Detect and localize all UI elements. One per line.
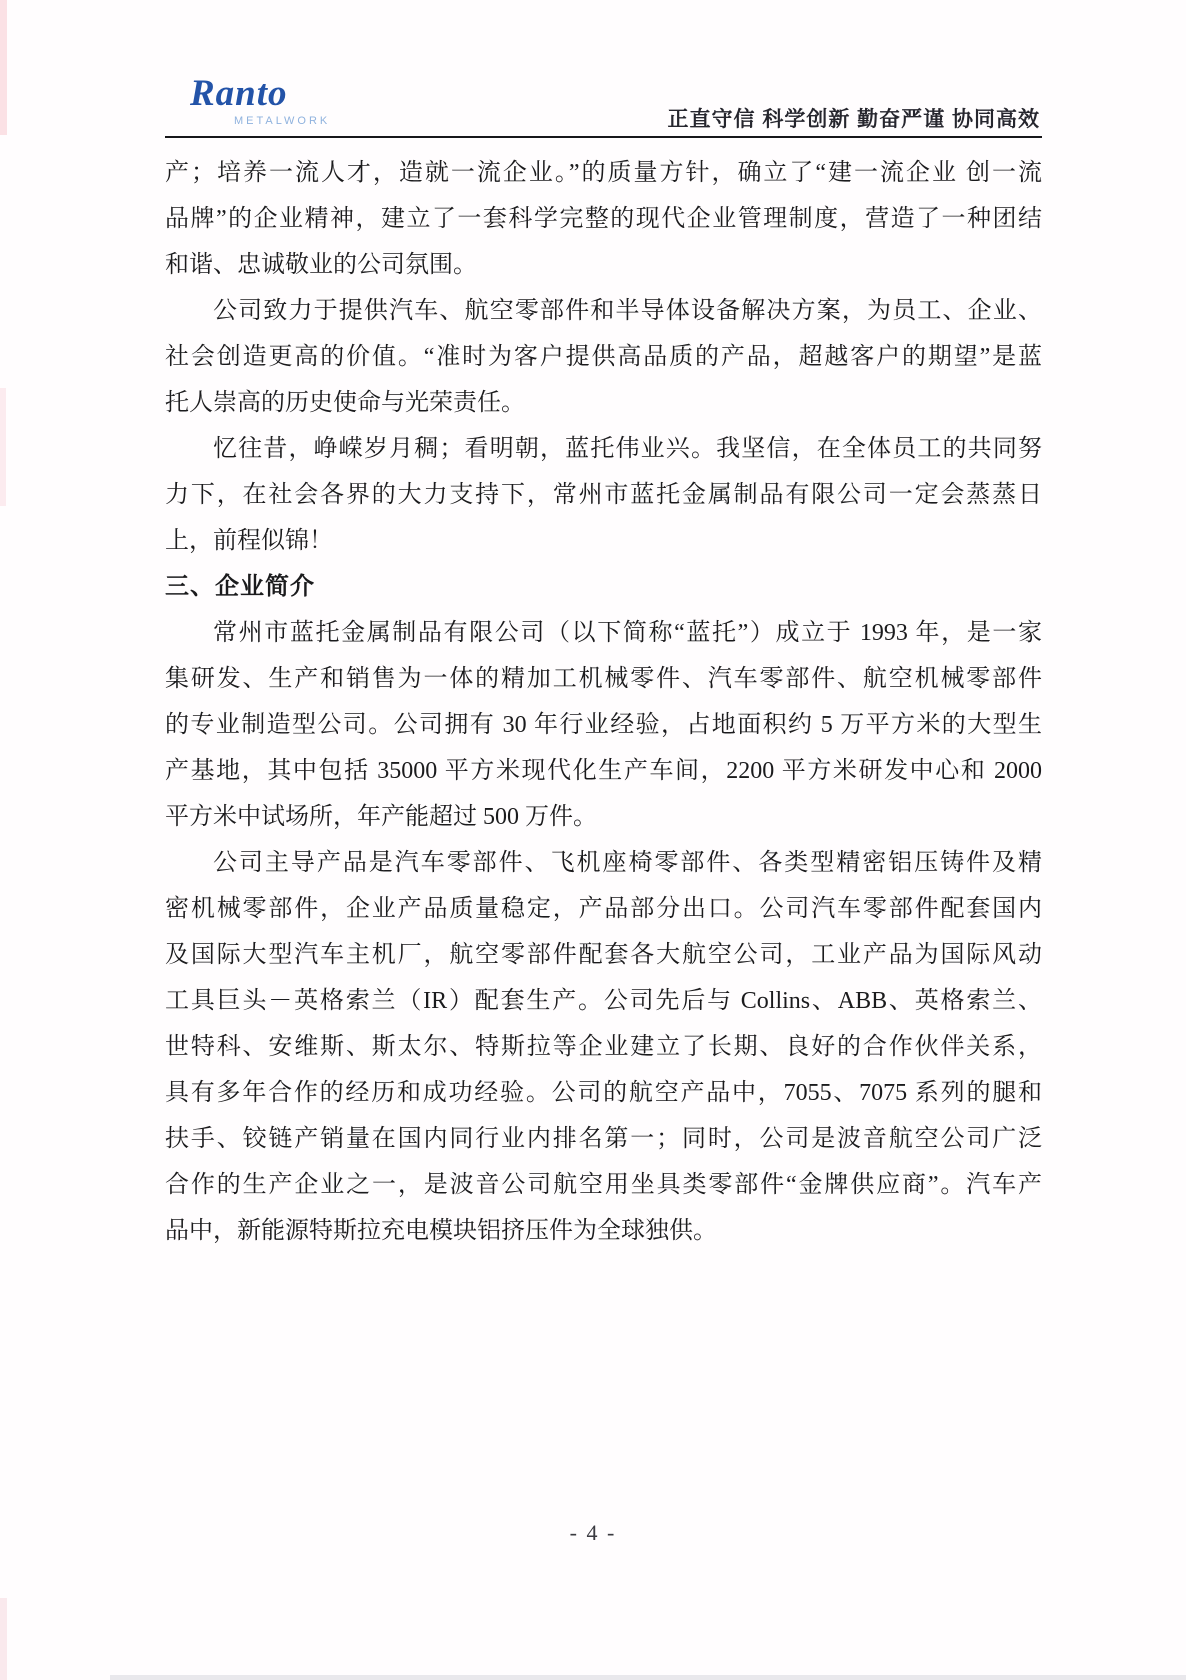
body-text-line: 密机械零部件，企业产品质量稳定，产品部分出口。公司汽车零部件配套国内 <box>165 896 1042 922</box>
logo-subtitle: METALWORK <box>234 115 331 127</box>
body-text-line: 社会创造更高的价值。“准时为客户提供高品质的产品，超越客户的期望”是蓝 <box>165 344 1042 370</box>
body-text-line: 集研发、生产和销售为一体的精加工机械零件、汽车零部件、航空机械零部件 <box>165 666 1042 692</box>
body-text-line: 扶手、铰链产销量在国内同行业内排名第一；同时，公司是波音航空公司广泛 <box>165 1126 1042 1152</box>
body-text-line: 的专业制造型公司。公司拥有 30 年行业经验，占地面积约 5 万平方米的大型生 <box>165 712 1042 738</box>
body-text-line: 托人崇高的历史使命与光荣责任。 <box>165 390 525 416</box>
scan-artifact <box>110 1675 1186 1680</box>
body-text-line: 公司主导产品是汽车零部件、飞机座椅零部件、各类型精密铝压铸件及精 <box>213 850 1042 876</box>
body-text-line: 平方米中试场所，年产能超过 500 万件。 <box>165 804 597 830</box>
body-text-line: 公司致力于提供汽车、航空零部件和半导体设备解决方案，为员工、企业、 <box>213 298 1042 324</box>
scan-artifact <box>0 1598 7 1680</box>
body-text-line: 工具巨头－英格索兰（IR）配套生产。公司先后与 Collins、ABB、英格索兰、 <box>165 988 1042 1014</box>
body-text-line: 产基地，其中包括 35000 平方米现代化生产车间，2200 平方米研发中心和 2000 <box>165 758 1042 784</box>
body-text-line: 品牌”的企业精神，建立了一套科学完整的现代企业管理制度，营造了一种团结 <box>165 206 1042 232</box>
body-text-line: 具有多年合作的经历和成功经验。公司的航空产品中，7055、7075 系列的腿和 <box>165 1080 1042 1106</box>
header-divider <box>165 136 1042 138</box>
scan-artifact <box>0 388 6 506</box>
header-slogan: 正直守信 科学创新 勤奋严谨 协同高效 <box>667 108 1040 131</box>
body-text-line: 上，前程似锦！ <box>165 528 333 554</box>
document-body <box>165 150 1042 1254</box>
body-text-line: 和谐、忠诚敬业的公司氛围。 <box>165 252 477 278</box>
body-text-line: 力下，在社会各界的大力支持下，常州市蓝托金属制品有限公司一定会蒸蒸日 <box>165 482 1042 508</box>
logo-wordmark: Ranto <box>190 73 288 114</box>
page-number: - 4 - <box>569 1520 617 1545</box>
body-text-line: 品中，新能源特斯拉充电模块铝挤压件为全球独供。 <box>165 1218 717 1244</box>
company-logo <box>190 74 330 127</box>
scan-artifact <box>0 0 7 135</box>
body-text-line: 世特科、安维斯、斯太尔、特斯拉等企业建立了长期、良好的合作伙伴关系， <box>165 1034 1042 1060</box>
body-text-line: 产；培养一流人才，造就一流企业。”的质量方针，确立了“建一流企业 创一流 <box>165 160 1042 186</box>
body-text-line: 常州市蓝托金属制品有限公司（以下简称“蓝托”）成立于 1993 年，是一家 <box>213 620 1042 646</box>
body-text-line: 合作的生产企业之一，是波音公司航空用坐具类零部件“金牌供应商”。汽车产 <box>165 1172 1042 1198</box>
body-text-line: 及国际大型汽车主机厂，航空零部件配套各大航空公司，工业产品为国际风动 <box>165 942 1042 968</box>
body-text-line: 忆往昔，峥嵘岁月稠；看明朝，蓝托伟业兴。我坚信，在全体员工的共同努 <box>213 436 1042 462</box>
section-heading: 三、企业简介 <box>165 574 315 600</box>
